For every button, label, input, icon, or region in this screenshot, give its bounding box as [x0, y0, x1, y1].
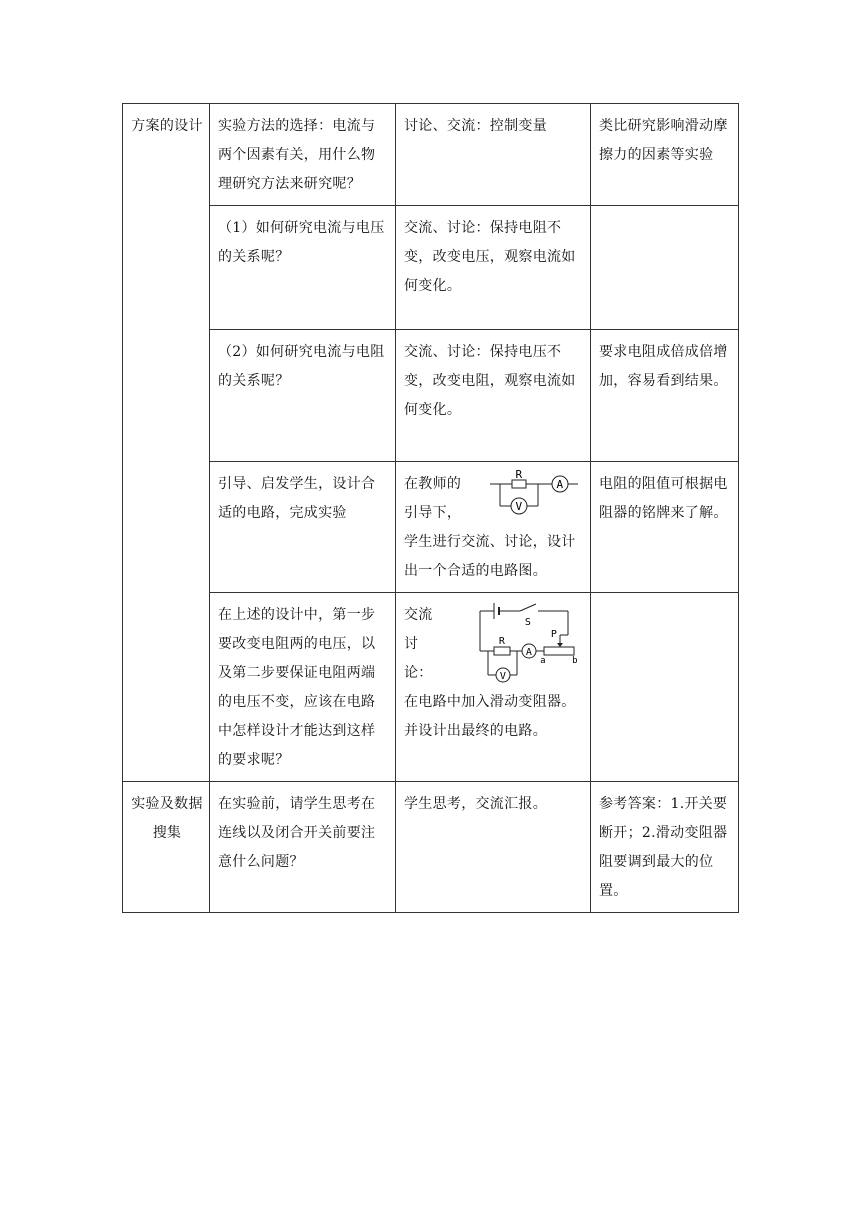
ammeter-label: A	[556, 478, 564, 491]
table-row	[123, 462, 739, 593]
table-row	[123, 206, 739, 330]
student-text-rest: 学生进行交流、讨论，设计出一个合适的电路图。	[404, 534, 576, 579]
lesson-plan-table	[122, 103, 739, 913]
student-text-line: 讨	[404, 636, 419, 652]
student-activity-cell	[396, 462, 591, 593]
design-intent-cell	[591, 206, 739, 330]
student-text-line: 在教师的	[404, 476, 462, 492]
table-row	[123, 593, 739, 782]
rheostat-end-a: a	[540, 656, 546, 666]
switch-symbol	[520, 604, 536, 611]
circuit-diagram-rheostat	[464, 601, 580, 687]
rheostat-end-b: b	[572, 656, 578, 666]
resistor-symbol	[494, 647, 510, 655]
resistor-symbol	[512, 480, 526, 488]
design-intent-cell: 参考答案：1.开关要断开；2.滑动变阻器阻要调到最大的位置。	[591, 782, 739, 913]
table-row	[123, 782, 739, 913]
teacher-activity-cell: 在实验前，请学生思考在连线以及闭合开关前要注意什么问题？	[210, 782, 396, 913]
rheostat-symbol	[544, 647, 574, 655]
student-text-line: 论：	[404, 665, 433, 681]
ammeter-label: A	[525, 647, 533, 658]
student-text-line: 交流	[404, 607, 433, 623]
student-text-rest: 在电路中加入滑动变阻器。并设计出最终的电路。	[404, 694, 576, 739]
section-label-experiment: 实验及数据搜集	[123, 782, 210, 913]
student-activity-cell	[396, 593, 591, 782]
voltmeter-label: V	[515, 500, 523, 513]
student-activity-cell: 交流、讨论：保持电阻不变，改变电压，观察电流如何变化。	[396, 206, 591, 330]
switch-label: S	[524, 617, 532, 628]
table-row	[123, 104, 739, 206]
teacher-activity-cell: 在上述的设计中，第一步要改变电阻两的电压，以及第二步要保证电阻两端的电压不变，应该在电路中怎样设计才能达到这样的要求呢？	[210, 593, 396, 782]
teacher-activity-cell: 实验方法的选择：电流与两个因素有关，用什么物理研究方法来研究呢？	[210, 104, 396, 206]
student-activity-cell: 学生思考，交流汇报。	[396, 782, 591, 913]
design-intent-cell: 类比研究影响滑动摩擦力的因素等实验	[591, 104, 739, 206]
circuit-diagram-simple	[488, 470, 580, 518]
design-intent-cell: 电阻的阻值可根据电阻器的铭牌来了解。	[591, 462, 739, 593]
student-activity-cell: 讨论、交流：控制变量	[396, 104, 591, 206]
resistor-label: R	[515, 470, 523, 481]
slider-arrow	[557, 643, 563, 647]
teacher-activity-cell: 引导、启发学生，设计合适的电路，完成实验	[210, 462, 396, 593]
teacher-activity-cell: （1）如何研究电流与电压的关系呢？	[210, 206, 396, 330]
student-activity-cell: 交流、讨论：保持电压不变，改变电阻，观察电流如何变化。	[396, 330, 591, 462]
design-intent-cell	[591, 593, 739, 782]
design-intent-cell: 要求电阻成倍成倍增加，容易看到结果。	[591, 330, 739, 462]
student-text-line: 引导下，	[404, 505, 462, 521]
resistor-label: R	[498, 636, 506, 647]
voltmeter-label: V	[499, 671, 507, 682]
teacher-activity-cell: （2）如何研究电流与电阻的关系呢？	[210, 330, 396, 462]
table-row	[123, 330, 739, 462]
slider-label: P	[550, 629, 558, 640]
section-label-design: 方案的设计	[123, 104, 210, 782]
